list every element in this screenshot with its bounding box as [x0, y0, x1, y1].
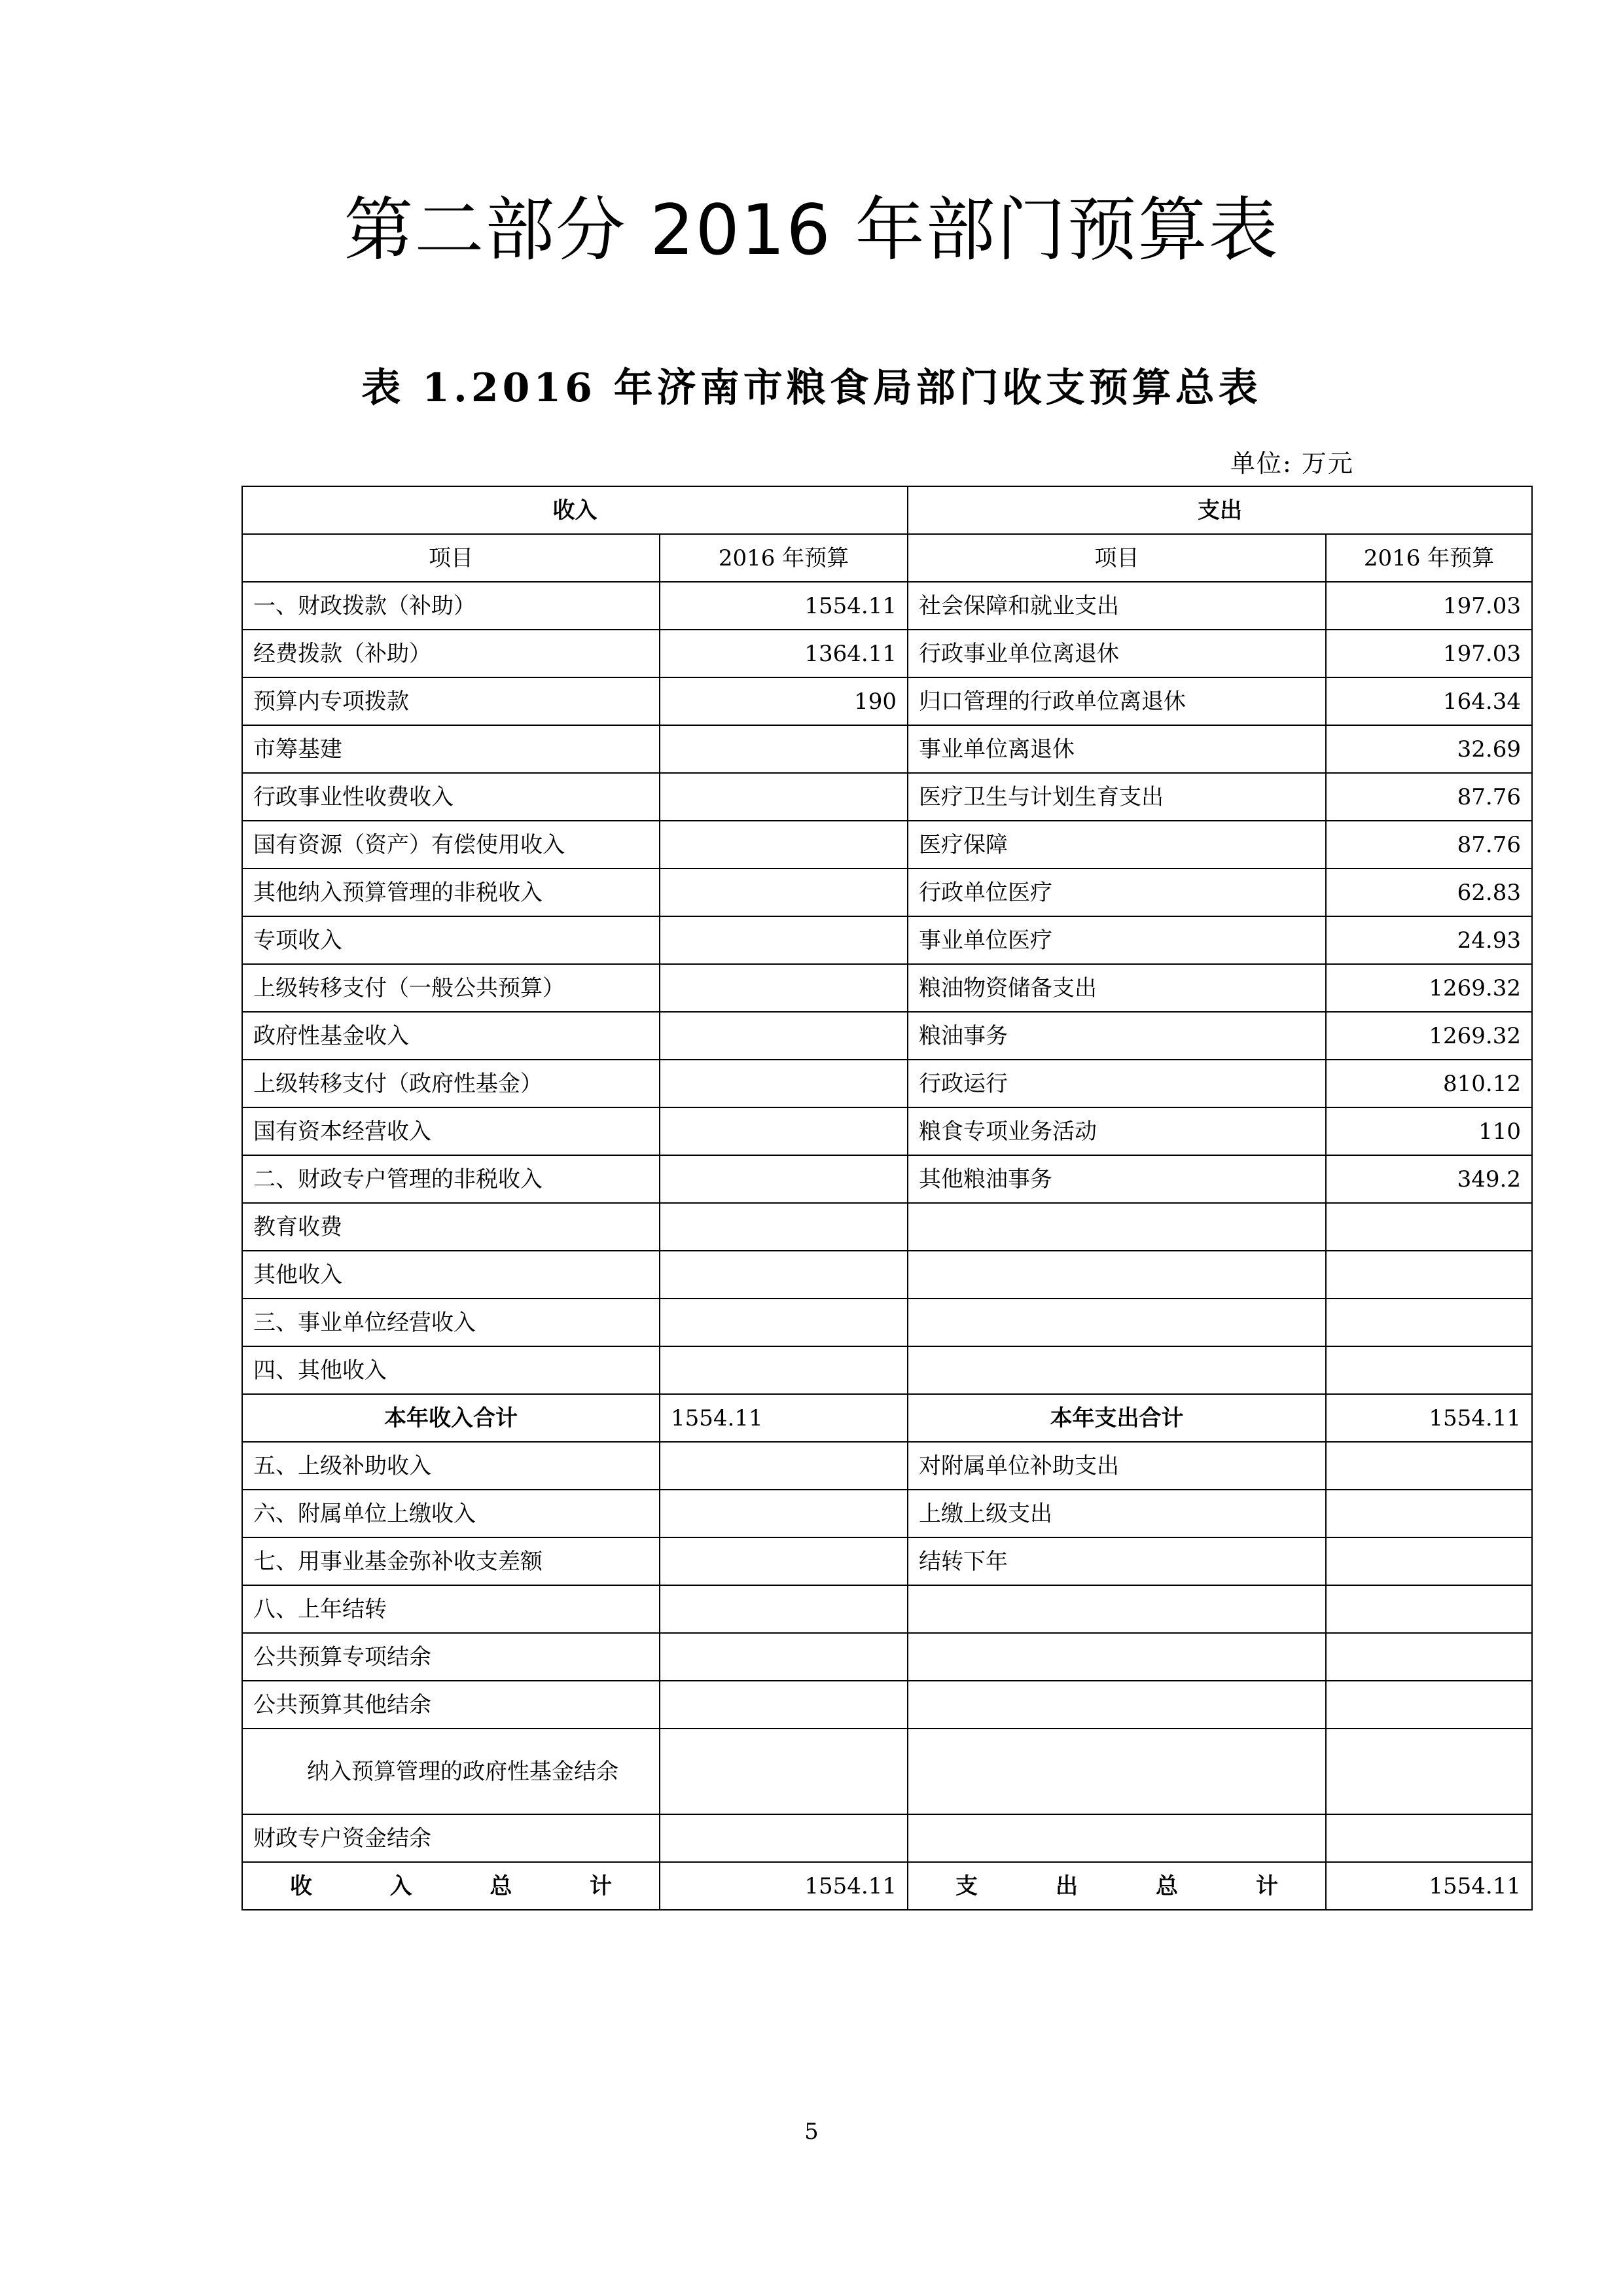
- table-row: [242, 1633, 1532, 1681]
- income-value: [660, 1537, 908, 1585]
- expense-value: [1326, 1633, 1532, 1681]
- income-item: 政府性基金收入: [242, 1012, 660, 1060]
- income-item: 其他收入: [242, 1251, 660, 1299]
- expense-value: 197.03: [1326, 630, 1532, 677]
- income-value: [660, 821, 908, 869]
- expense-value: 1269.32: [1326, 964, 1532, 1012]
- income-value: [660, 773, 908, 821]
- expense-item: 医疗保障: [908, 821, 1326, 869]
- income-item: 市筹基建: [242, 725, 660, 773]
- expense-value: [1326, 1681, 1532, 1729]
- expense-value: [1326, 1299, 1532, 1346]
- table-row: [242, 1155, 1532, 1203]
- expense-item: [908, 1299, 1326, 1346]
- table-title: 表 1.2016 年济南市粮食局部门收支预算总表: [361, 365, 1262, 411]
- income-item: 财政专户资金结余: [242, 1814, 660, 1862]
- expense-item: 行政单位医疗: [908, 869, 1326, 916]
- expense-total-char: 总: [1156, 1873, 1178, 1899]
- income-item: 一、财政拨款（补助）: [242, 582, 660, 630]
- table-row: [242, 582, 1532, 630]
- table-row: [242, 1299, 1532, 1346]
- income-value: [660, 1251, 908, 1299]
- income-item-header: 项目: [242, 534, 660, 582]
- income-item: 经费拨款（补助）: [242, 630, 660, 677]
- table-row: [242, 1203, 1532, 1251]
- income-total-value: 1554.11: [660, 1862, 908, 1910]
- table-row: [242, 821, 1532, 869]
- table-row: [242, 630, 1532, 677]
- page-number: 5: [804, 2119, 819, 2145]
- expense-total-char: 计: [1256, 1873, 1278, 1899]
- income-value: [660, 1203, 908, 1251]
- income-value: [660, 1585, 908, 1633]
- table-row: [242, 1537, 1532, 1585]
- expense-value: [1326, 1537, 1532, 1585]
- income-item: 四、其他收入: [242, 1346, 660, 1394]
- income-item: 上级转移支付（一般公共预算）: [242, 964, 660, 1012]
- expense-item: 粮油事务: [908, 1012, 1326, 1060]
- income-value: 190: [660, 677, 908, 725]
- table-row: [242, 725, 1532, 773]
- income-subtotal-value: 1554.11: [660, 1394, 908, 1442]
- expense-subtotal-label: 本年支出合计: [908, 1394, 1326, 1442]
- income-total-char: 计: [589, 1873, 612, 1899]
- expense-item: 归口管理的行政单位离退休: [908, 677, 1326, 725]
- income-total-char: 收: [290, 1873, 312, 1899]
- expense-value: [1326, 1442, 1532, 1490]
- table-row: [242, 1012, 1532, 1060]
- income-item: 七、用事业基金弥补收支差额: [242, 1537, 660, 1585]
- expense-value: 62.83: [1326, 869, 1532, 916]
- expense-value: [1326, 1346, 1532, 1394]
- expense-item-header: 项目: [908, 534, 1326, 582]
- income-value: [660, 1633, 908, 1681]
- table-row: [242, 1490, 1532, 1537]
- income-item: 公共预算其他结余: [242, 1681, 660, 1729]
- expense-total-value: 1554.11: [1326, 1862, 1532, 1910]
- table-row: [242, 1107, 1532, 1155]
- expense-value: 87.76: [1326, 773, 1532, 821]
- income-item: 八、上年结转: [242, 1585, 660, 1633]
- income-total-char: 入: [389, 1873, 412, 1899]
- column-header-row: [242, 534, 1532, 582]
- expense-total-char: 支: [955, 1873, 978, 1899]
- expense-item: 事业单位离退休: [908, 725, 1326, 773]
- expense-item: [908, 1814, 1326, 1862]
- income-value: [660, 1814, 908, 1862]
- expense-item: [908, 1585, 1326, 1633]
- income-item: 行政事业性收费收入: [242, 773, 660, 821]
- expense-item: [908, 1251, 1326, 1299]
- income-value: [660, 1346, 908, 1394]
- income-value: 1364.11: [660, 630, 908, 677]
- expense-budget-header: 2016 年预算: [1326, 534, 1532, 582]
- expense-item: 医疗卫生与计划生育支出: [908, 773, 1326, 821]
- income-value: [660, 869, 908, 916]
- table-row: [242, 1681, 1532, 1729]
- grand-total-row: [242, 1862, 1532, 1910]
- income-value: [660, 725, 908, 773]
- expense-value: [1326, 1814, 1532, 1862]
- expense-item: [908, 1633, 1326, 1681]
- expense-value: 32.69: [1326, 725, 1532, 773]
- group-header-row: [242, 486, 1532, 534]
- table-row: [242, 1585, 1532, 1633]
- subtotal-row: [242, 1394, 1532, 1442]
- expense-value: [1326, 1490, 1532, 1537]
- expense-item: 行政事业单位离退休: [908, 630, 1326, 677]
- income-subtotal-label: 本年收入合计: [242, 1394, 660, 1442]
- expense-value: 110: [1326, 1107, 1532, 1155]
- expense-item: 行政运行: [908, 1060, 1326, 1107]
- table-row: [242, 1060, 1532, 1107]
- income-item: 公共预算专项结余: [242, 1633, 660, 1681]
- table-row: [242, 773, 1532, 821]
- income-value: [660, 1060, 908, 1107]
- expense-value: [1326, 1585, 1532, 1633]
- expense-item: 上缴上级支出: [908, 1490, 1326, 1537]
- expense-value: 1269.32: [1326, 1012, 1532, 1060]
- income-value: [660, 1681, 908, 1729]
- expense-value: 197.03: [1326, 582, 1532, 630]
- expense-total-label: [908, 1862, 1326, 1910]
- table-row: [242, 916, 1532, 964]
- income-item: 其他纳入预算管理的非税收入: [242, 869, 660, 916]
- table-row: [242, 1442, 1532, 1490]
- income-value: [660, 1155, 908, 1203]
- income-item: 纳入预算管理的政府性基金结余: [242, 1729, 660, 1814]
- income-value: [660, 1442, 908, 1490]
- table-row: [242, 1346, 1532, 1394]
- expense-subtotal-value: 1554.11: [1326, 1394, 1532, 1442]
- income-item: 国有资本经营收入: [242, 1107, 660, 1155]
- income-budget-header: 2016 年预算: [660, 534, 908, 582]
- table-row: [242, 869, 1532, 916]
- expense-value: [1326, 1729, 1532, 1814]
- expense-total-char: 出: [1056, 1873, 1078, 1899]
- expense-item: [908, 1729, 1326, 1814]
- table-row: [242, 677, 1532, 725]
- expense-value: 24.93: [1326, 916, 1532, 964]
- expense-value: 810.12: [1326, 1060, 1532, 1107]
- table-row: [242, 1251, 1532, 1299]
- budget-table: [241, 486, 1533, 1910]
- income-value: [660, 1490, 908, 1537]
- income-item: 专项收入: [242, 916, 660, 964]
- expense-item: 对附属单位补助支出: [908, 1442, 1326, 1490]
- expense-item: [908, 1203, 1326, 1251]
- income-item: 上级转移支付（政府性基金）: [242, 1060, 660, 1107]
- income-item: 六、附属单位上缴收入: [242, 1490, 660, 1537]
- income-item: 三、事业单位经营收入: [242, 1299, 660, 1346]
- expense-value: 349.2: [1326, 1155, 1532, 1203]
- income-item: 预算内专项拨款: [242, 677, 660, 725]
- income-item: 国有资源（资产）有偿使用收入: [242, 821, 660, 869]
- expense-item: 事业单位医疗: [908, 916, 1326, 964]
- expense-value: [1326, 1251, 1532, 1299]
- expense-item: 粮油物资储备支出: [908, 964, 1326, 1012]
- table-row: [242, 964, 1532, 1012]
- expense-value: [1326, 1203, 1532, 1251]
- expense-group-header: 支出: [908, 486, 1532, 534]
- expense-item: 社会保障和就业支出: [908, 582, 1326, 630]
- expense-item: 其他粮油事务: [908, 1155, 1326, 1203]
- income-value: [660, 1299, 908, 1346]
- table-row: [242, 1814, 1532, 1862]
- income-value: [660, 1012, 908, 1060]
- table-row: [242, 1729, 1532, 1814]
- income-value: 1554.11: [660, 582, 908, 630]
- income-value: [660, 916, 908, 964]
- unit-label: 单位: 万元: [1230, 449, 1354, 478]
- income-item: 教育收费: [242, 1203, 660, 1251]
- expense-item: 结转下年: [908, 1537, 1326, 1585]
- income-total-char: 总: [490, 1873, 512, 1899]
- expense-value: 87.76: [1326, 821, 1532, 869]
- income-value: [660, 964, 908, 1012]
- income-item: 二、财政专户管理的非税收入: [242, 1155, 660, 1203]
- income-value: [660, 1107, 908, 1155]
- income-value: [660, 1729, 908, 1814]
- expense-value: 164.34: [1326, 677, 1532, 725]
- income-total-label: [242, 1862, 660, 1910]
- expense-item: 粮食专项业务活动: [908, 1107, 1326, 1155]
- expense-item: [908, 1681, 1326, 1729]
- income-group-header: 收入: [242, 486, 908, 534]
- main-title: 第二部分 2016 年部门预算表: [344, 190, 1279, 270]
- income-item: 五、上级补助收入: [242, 1442, 660, 1490]
- expense-item: [908, 1346, 1326, 1394]
